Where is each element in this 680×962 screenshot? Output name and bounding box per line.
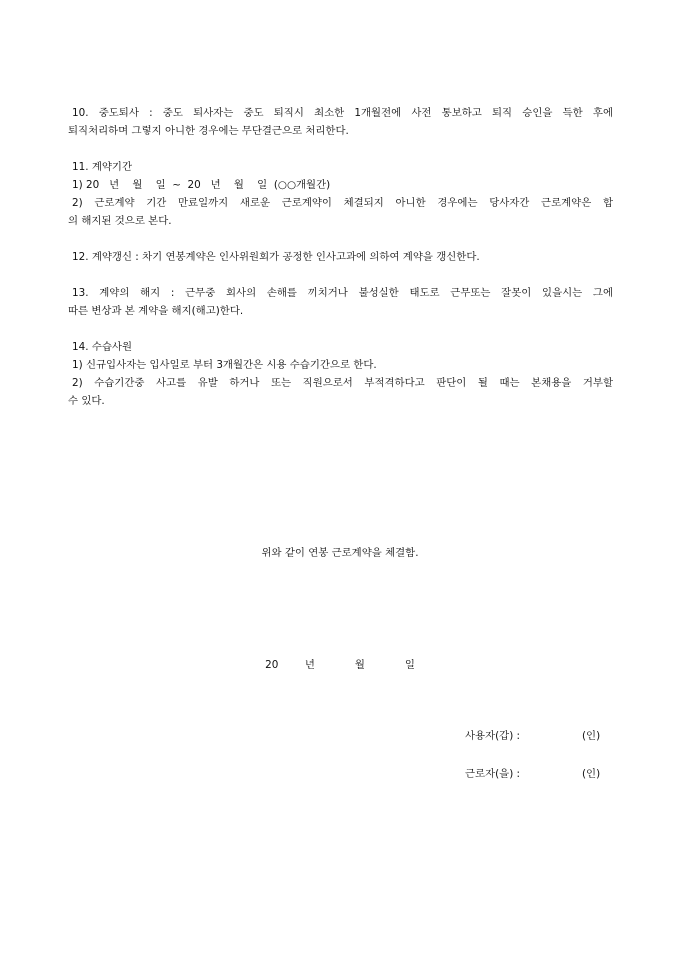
clause-11-heading: 11. 계약기간 <box>72 161 132 173</box>
clause-14-heading: 14. 수습사원 <box>72 341 132 353</box>
worker-label: 근로자(을) : <box>465 768 521 780</box>
clause-10-line-1: 10. 중도퇴사 : 중도 퇴사자는 중도 퇴직시 최소한 1개월전에 사전 통보하고 퇴직 승인을 득한 후에 <box>72 107 613 119</box>
employer-signature-line <box>465 727 601 742</box>
worker-seal-mark: (인) <box>582 768 601 780</box>
clause-11-item-2-line-2: 의 해지된 것으로 본다. <box>68 215 172 227</box>
clause-14-item-1: 1) 신규입사자는 입사일로 부터 3개월간은 시용 수습기간으로 한다. <box>72 359 377 371</box>
clause-14-item-2-line-2: 수 있다. <box>68 395 105 407</box>
clause-12-line-1: 12. 계약갱신 : 차기 연봉계약은 인사위원회가 공정한 인사고과에 의하여 계약을 갱신한다. <box>72 251 480 263</box>
clause-11-contract-period <box>68 158 613 230</box>
worker-signature-line <box>465 765 601 780</box>
clause-13-line-2: 따른 변상과 본 계약을 해지(해고)한다. <box>68 305 244 317</box>
clause-11-item-2-line-1: 2) 근로계약 기간 만료일까지 새로운 근로계약이 체결되지 아니한 경우에는 당사자간 근로계약은 합 <box>72 197 613 209</box>
clause-14-item-2-line-1: 2) 수습기간중 사고를 유발 하거나 또는 직원으로서 부적격하다고 판단이 될 때는 본채용을 거부할 <box>72 377 613 389</box>
signing-date: 20 년 월 일 <box>265 659 415 671</box>
closing-statement: 위와 같이 연봉 근로계약을 체결함. <box>261 547 419 559</box>
clause-13-termination <box>68 284 613 320</box>
clause-12-renewal <box>68 248 613 266</box>
employer-seal-mark: (인) <box>582 730 601 742</box>
clause-13-line-1: 13. 계약의 해지 : 근무중 회사의 손해를 끼치거나 불성실한 태도로 근무또는 잘못이 있을시는 그에 <box>72 287 613 299</box>
clause-11-item-1: 1) 20 년 월 일 ~ 20 년 월 일 (○○개월간) <box>72 179 331 191</box>
clause-10-early-resignation <box>68 104 613 140</box>
contract-clauses <box>68 104 613 428</box>
clause-10-line-2: 퇴직처리하며 그렇지 아니한 경우에는 무단결근으로 처리한다. <box>68 125 349 137</box>
employer-label: 사용자(갑) : <box>465 730 521 742</box>
clause-14-probation <box>68 338 613 410</box>
